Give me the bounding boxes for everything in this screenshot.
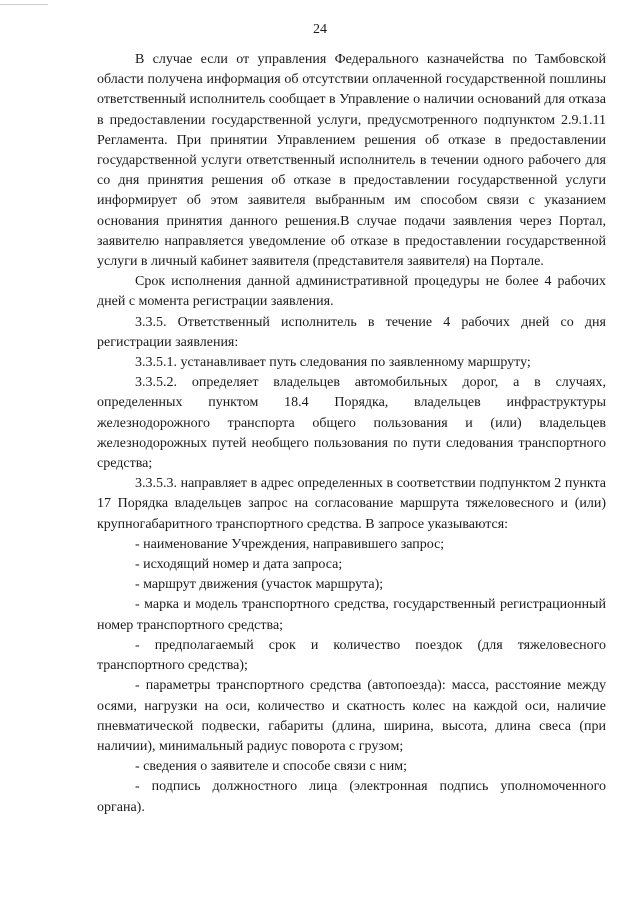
paragraph-3-3-5-3: 3.3.5.3. направляет в адрес определенных в соответствии подпунктом 2 пункта 17 Порядка владельцев запрос на согласование маршрута тяжеловесного и (или) крупногабаритного транспортного средства. В запросе указываются:: [97, 476, 606, 532]
list-item: - марка и модель транспортного средства, государственный регистрационный номер транспортного средства;: [97, 597, 606, 633]
paragraph-3-3-5-1: 3.3.5.1. устанавливает путь следования по заявленному маршруту;: [135, 355, 531, 371]
list-item: - наименование Учреждения, направившего запрос;: [135, 536, 445, 552]
page-number: 24: [313, 22, 327, 37]
paragraph-refusal-notice: В случае если от управления Федерального казначейства по Тамбовской области получена информация об отсутствии оплаченной государственной пошлины ответственный исполнитель сообщает в Управление о наличии оснований для отказа в предоставлении государственной услуги, предусмотренного подпунктом 2.9.1.11 Регламента. При принятии Управлением решения об отказе в предоставлении государственной услуги ответственный исполнитель в течении одного рабочего для со дня принятия решения об отказе в предоставлении государственной услуги информирует об этом заявителя выбранным им способом связи с указанием основания принятия данного решения.В случае подачи заявления через Портал, заявителю направляется уведомление об отказе в предоставлении государственной услуги в личный кабинет заявителя (представителя заявителя) на Портале.: [97, 52, 606, 270]
body-text: [97, 50, 606, 818]
paragraph-deadline: Срок исполнения данной административной процедуры не более 4 рабочих дней с момента регистрации заявления.: [97, 274, 606, 310]
scan-edge-mark: [0, 4, 48, 5]
paragraph-3-3-5: 3.3.5. Ответственный исполнитель в течение 4 рабочих дней со дня регистрации заявления:: [97, 314, 606, 350]
paragraph-3-3-5-2: 3.3.5.2. определяет владельцев автомобильных дорог, а в случаях, определенных пунктом 18.4 Порядка, владельцев инфраструктуры железнодорожного транспорта общего пользования и (или) владельцев железнодорожных путей необщего пользования по пути следования транспортного средства;: [97, 375, 606, 472]
list-item: - предполагаемый срок и количество поездок (для тяжеловесного транспортного средства);: [97, 637, 606, 674]
list-item: - исходящий номер и дата запроса;: [135, 557, 343, 573]
list-item: - параметры транспортного средства (автопоезда): масса, расстояние между осями, нагрузки на оси, количество и скатность колес на каждой оси, наличие пневматической подвески, габариты (длина, ширина, высота, длина свеса (при наличии), минимальный радиус поворота с грузом;: [97, 678, 606, 754]
list-item: - маршрут движения (участок маршрута);: [135, 577, 384, 593]
list-item: - сведения о заявителе и способе связи с ним;: [135, 759, 407, 775]
list-item: - подпись должностного лица (электронная подпись уполномоченного органа).: [97, 779, 606, 815]
